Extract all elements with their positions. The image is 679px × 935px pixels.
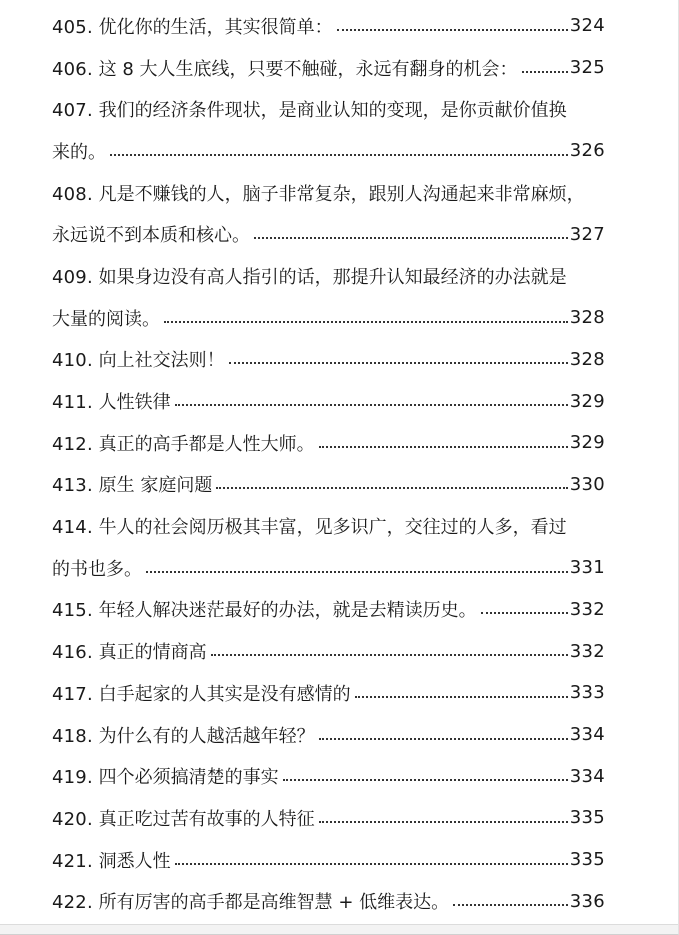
toc-entry[interactable] (52, 755, 605, 797)
toc-entry[interactable] (52, 172, 605, 255)
dot-leader (146, 571, 568, 573)
toc-entry-title: 大量的阅读。 (52, 308, 160, 330)
toc-entry-line (52, 130, 605, 172)
toc-entry-number: 411. (52, 392, 93, 414)
toc-entry-text (52, 221, 250, 247)
toc-entry-text (52, 888, 449, 914)
dot-leader (319, 446, 568, 448)
toc-entry-line (52, 839, 605, 881)
toc-entry-line (52, 672, 605, 714)
dot-leader (283, 779, 568, 781)
toc-entry-number: 418. (52, 725, 93, 747)
toc-entry-title: 人性铁律 (98, 392, 171, 414)
toc-entry[interactable] (52, 255, 605, 338)
toc-entry-line (52, 172, 605, 214)
toc-entry-title: 向上社交法则！ (98, 350, 225, 372)
toc-page-number: 332 (569, 640, 605, 662)
toc-entry-text (52, 638, 207, 664)
toc-entry-title: 所有厉害的高手都是高维智慧 + 低维表达。 (98, 892, 450, 914)
toc-entry-line (52, 88, 605, 130)
toc-page-number: 327 (569, 223, 605, 245)
dot-leader (522, 71, 568, 73)
toc-entry-line (52, 630, 605, 672)
toc-entry[interactable] (52, 380, 605, 422)
toc-entry-text (52, 388, 171, 414)
toc-entry-line (52, 547, 605, 589)
toc-entry-text (52, 138, 106, 164)
toc-entry-line (52, 422, 605, 464)
toc-entry-number: 406. (52, 58, 93, 80)
toc-entry-text (52, 680, 351, 706)
toc-entry-title: 真正吃过苦有故事的人特征 (98, 808, 315, 830)
dot-leader (211, 654, 568, 656)
toc-entry-number: 415. (52, 600, 93, 622)
toc-entry-text (52, 596, 477, 622)
toc-entry-title: 优化你的生活，其实很简单： (98, 16, 333, 38)
toc-entry-number: 410. (52, 350, 93, 372)
toc-entry-line (52, 589, 605, 631)
toc-entry-title: 这 8 大人生底线，只要不触碰，永远有翻身的机会： (98, 58, 518, 80)
toc-page-number: 335 (569, 849, 605, 871)
toc-entry-line (52, 339, 605, 381)
toc-entry-number: 421. (52, 850, 93, 872)
toc-page-number: 336 (569, 890, 605, 912)
toc-entry-number: 405. (52, 16, 93, 38)
toc-entry-number: 419. (52, 767, 93, 789)
dot-leader (453, 904, 568, 906)
toc-entry-text (52, 55, 518, 81)
toc-entry-text (52, 763, 279, 789)
toc-entry-text (52, 471, 212, 497)
dot-leader (216, 487, 567, 489)
toc-entry-line (52, 464, 605, 506)
toc-page-number: 329 (569, 390, 605, 412)
toc-entry-number: 413. (52, 475, 93, 497)
toc-entry[interactable] (52, 5, 605, 47)
toc-entry-title: 牛人的社会阅历极其丰富，见多识广，交往过的人多，看过 (98, 517, 567, 539)
toc-page-number: 331 (569, 557, 605, 579)
toc-entry-line (52, 755, 605, 797)
toc-entry-title: 来的。 (52, 141, 106, 163)
toc-entry-text (52, 263, 567, 289)
toc-entry-text (52, 346, 225, 372)
toc-entry-line (52, 213, 605, 255)
toc-entry[interactable] (52, 714, 605, 756)
toc-entry-text (52, 805, 315, 831)
dot-leader (319, 738, 568, 740)
toc-entry-text (52, 96, 567, 122)
toc-page-number: 328 (569, 348, 605, 370)
toc-entry-text (52, 13, 333, 39)
toc-entry[interactable] (52, 672, 605, 714)
toc-page-number: 333 (569, 682, 605, 704)
toc-entry-line (52, 714, 605, 756)
toc-entry-text (52, 180, 585, 206)
toc-page-number: 330 (569, 473, 605, 495)
toc-entry-text (52, 305, 160, 331)
toc-entry-text (52, 555, 142, 581)
table-of-contents (52, 5, 605, 922)
toc-page-number: 325 (569, 57, 605, 79)
toc-entry-line (52, 297, 605, 339)
toc-entry-number: 408. (52, 183, 93, 205)
dot-leader (164, 321, 568, 323)
toc-page-number: 324 (569, 15, 605, 37)
toc-page-number: 334 (569, 765, 605, 787)
toc-entry-text (52, 430, 315, 456)
toc-entry-title: 真正的情商高 (98, 642, 207, 664)
toc-entry-line (52, 797, 605, 839)
toc-entry-number: 420. (52, 808, 93, 830)
toc-entry-line (52, 380, 605, 422)
toc-entry[interactable] (52, 880, 605, 922)
toc-entry-text (52, 722, 315, 748)
toc-page-number: 332 (569, 598, 605, 620)
toc-entry-title: 如果身边没有高人指引的话，那提升认知最经济的办法就是 (98, 266, 567, 288)
dot-leader (319, 821, 568, 823)
toc-entry[interactable] (52, 422, 605, 464)
toc-entry-line (52, 47, 605, 89)
toc-page-number: 326 (569, 140, 605, 162)
dot-leader (355, 696, 568, 698)
dot-leader (110, 154, 568, 156)
toc-entry[interactable] (52, 464, 605, 506)
toc-entry[interactable] (52, 47, 605, 89)
toc-entry-title: 凡是不赚钱的人，脑子非常复杂，跟别人沟通起来非常麻烦， (98, 183, 585, 205)
toc-entry-number: 417. (52, 683, 93, 705)
toc-entry-title: 的书也多。 (52, 558, 142, 580)
toc-page-number: 329 (569, 432, 605, 454)
toc-entry-number: 414. (52, 517, 93, 539)
toc-entry[interactable] (52, 797, 605, 839)
toc-entry-line (52, 505, 605, 547)
toc-entry-number: 422. (52, 892, 93, 914)
toc-entry-text (52, 513, 567, 539)
toc-entry-title: 我们的经济条件现状，是商业认知的变现，是你贡献价值换 (98, 100, 567, 122)
toc-entry-number: 407. (52, 100, 93, 122)
toc-page-number: 335 (569, 807, 605, 829)
toc-entry-title: 为什么有的人越活越年轻？ (98, 725, 315, 747)
toc-entry[interactable] (52, 630, 605, 672)
toc-entry[interactable] (52, 589, 605, 631)
toc-entry-number: 416. (52, 642, 93, 664)
toc-entry-title: 永远说不到本质和核心。 (52, 225, 250, 247)
toc-entry-title: 白手起家的人其实是没有感情的 (98, 683, 351, 705)
toc-entry[interactable] (52, 339, 605, 381)
dot-leader (254, 237, 568, 239)
toc-entry-line (52, 880, 605, 922)
toc-entry-title: 洞悉人性 (98, 850, 171, 872)
toc-entry-number: 412. (52, 433, 93, 455)
dot-leader (481, 612, 568, 614)
toc-entry-title: 四个必须搞清楚的事实 (98, 767, 279, 789)
toc-entry-number: 409. (52, 266, 93, 288)
dot-leader (175, 863, 568, 865)
toc-entry-title: 真正的高手都是人性大师。 (98, 433, 315, 455)
toc-entry[interactable] (52, 505, 605, 588)
toc-entry-title: 原生 家庭问题 (98, 475, 213, 497)
toc-entry-line (52, 255, 605, 297)
toc-entry-line (52, 5, 605, 47)
dot-leader (175, 404, 568, 406)
toc-entry[interactable] (52, 88, 605, 171)
dot-leader (229, 362, 568, 364)
toc-entry[interactable] (52, 839, 605, 881)
dot-leader (337, 29, 568, 31)
toc-entry-title: 年轻人解决迷茫最好的办法，就是去精读历史。 (98, 600, 477, 622)
toc-entry-text (52, 847, 171, 873)
toc-page-number: 334 (569, 724, 605, 746)
toc-page-number: 328 (569, 307, 605, 329)
